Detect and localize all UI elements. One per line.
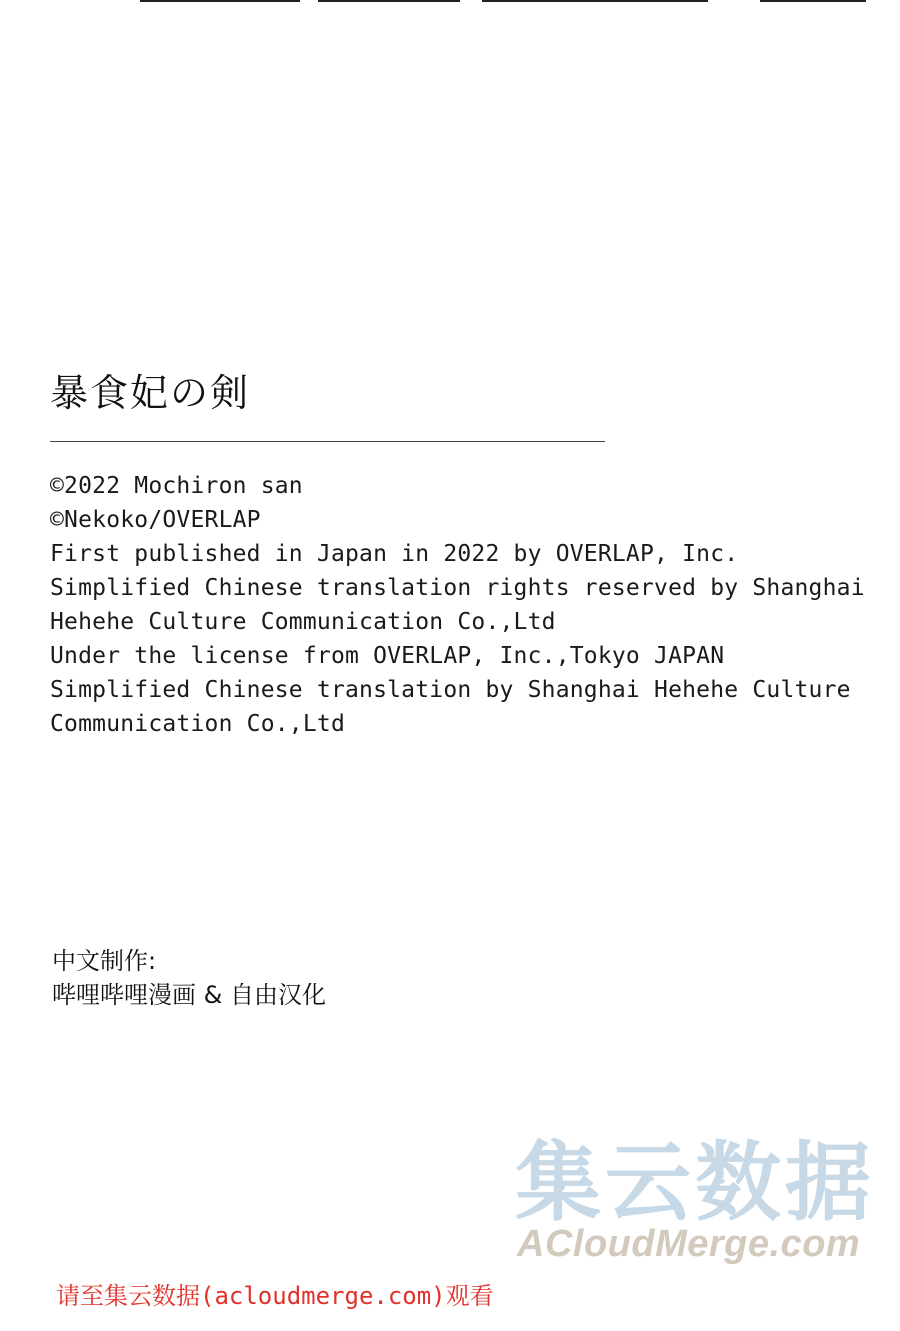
watermark-logo [515,1135,890,1270]
credits-label: 中文制作: [52,947,157,975]
credits-value: 哔哩哔哩漫画 & 自由汉化 [52,981,326,1009]
top-edge-line [482,0,708,2]
copyright-line: Simplified Chinese translation rights reserved by Shanghai [50,575,865,601]
watermark-english-text: ACloudMerge.com [517,1223,861,1265]
top-edge-line [760,0,866,2]
top-edge-line [318,0,460,2]
top-edge-line [140,0,300,2]
copyright-block [50,469,890,741]
watermark-chinese-text: 集云数据 [515,1133,875,1233]
copyright-line: Under the license from OVERLAP, Inc.,Tokyo JAPAN [50,643,725,669]
copyright-line: Hehehe Culture Communication Co.,Ltd [50,609,556,635]
footer-notice: 请至集云数据(acloudmerge.com)观看 [56,1282,494,1310]
copyright-line: First published in Japan in 2022 by OVERLAP, Inc. [50,541,739,567]
production-credits [52,944,326,1012]
copyright-line: ©Nekoko/OVERLAP [50,507,261,533]
book-title: 暴食妃の剣 [50,371,251,415]
copyright-line: Communication Co.,Ltd [50,711,345,737]
title-divider [50,441,605,442]
copyright-line: ©2022 Mochiron san [50,473,303,499]
copyright-line: Simplified Chinese translation by Shanghai Hehehe Culture [50,677,851,703]
